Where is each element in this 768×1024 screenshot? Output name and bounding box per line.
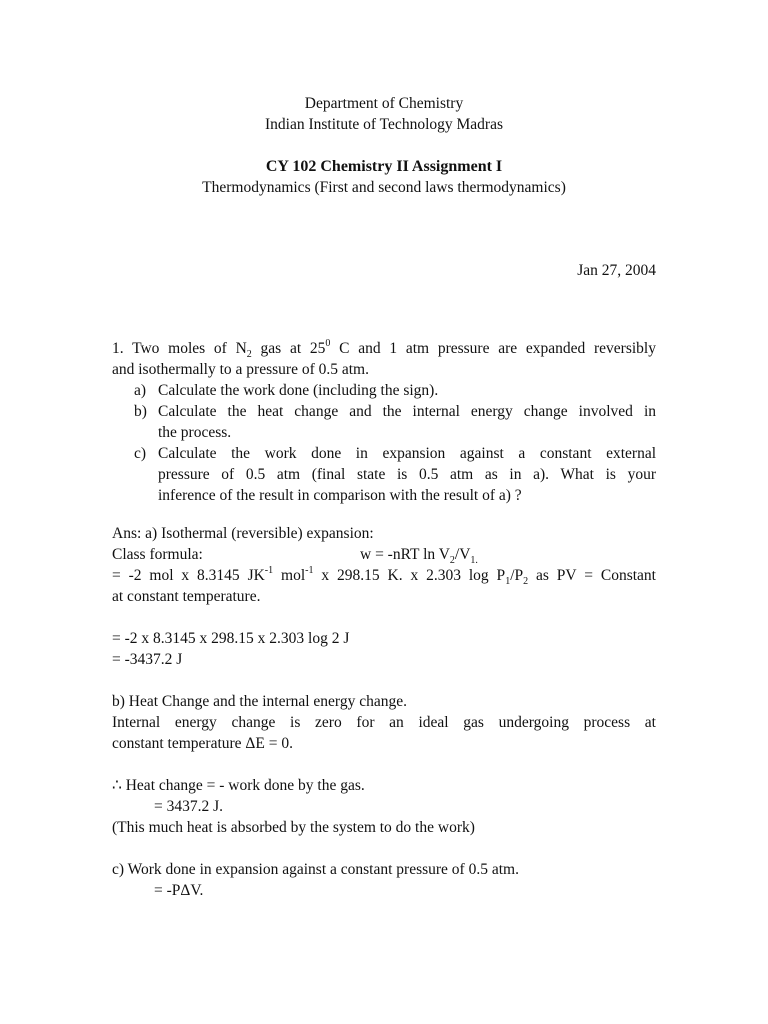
topic-subtitle: Thermodynamics (First and second laws thermodynamics) [202, 179, 566, 196]
question-1-line-2: and isothermally to a pressure of 0.5 atm. [112, 361, 369, 378]
course-title: CY 102 Chemistry II Assignment I [265, 158, 503, 175]
heat-change-value: = 3437.2 J. [154, 798, 224, 815]
answer-heading: Ans: a) Isothermal (reversible) expansion: [112, 525, 374, 542]
department-heading: Department of Chemistry [304, 95, 464, 112]
institute-heading: Indian Institute of Technology Madras [265, 116, 503, 133]
part-c-text: inference of the result in comparison with the result of a) ? [158, 487, 522, 504]
part-b-answer-line-2: constant temperature ΔE = 0. [112, 735, 293, 752]
class-formula: w = -nRT $\ln V_2/V_{1.}$ [360, 546, 478, 567]
part-c-text: pressure of 0.5 atm (final state is 0.5 atm as in a). What is your [158, 466, 656, 483]
calculation-step-2: = -2 x 8.3145 x 298.15 x 2.303 log 2 J [112, 630, 350, 647]
calculation-step-1: = -2 mol x 8.3145 $JK^{-1}$ mol$^{-1}$ x 298.15 K. x 2.303 $\log P_1/P_2$ as PV = Constant [112, 564, 656, 588]
class-formula-line [112, 545, 478, 567]
assignment-date: Jan 27, 2004 [577, 262, 656, 279]
part-c-text: Calculate the work done in expansion against a constant external [158, 445, 656, 462]
part-b-answer-heading: b) Heat Change and the internal energy change. [112, 693, 407, 710]
heat-change-line: ∴ Heat change = - work done by the gas. [112, 777, 365, 794]
heat-absorbed-note: (This much heat is absorbed by the system to do the work) [112, 819, 475, 836]
class-formula-label: Class formula: [112, 546, 203, 563]
calculation-step-1-cont: at constant temperature. [112, 588, 261, 605]
part-b-text: the process. [158, 424, 232, 441]
part-c-answer-heading: c) Work done in expansion against a constant pressure of 0.5 atm. [112, 861, 519, 878]
part-c-answer-formula: = -PΔV. [154, 882, 204, 899]
part-b-answer-line-1: Internal energy change is zero for an ideal gas undergoing process at [112, 714, 656, 731]
part-b-text: Calculate the heat change and the internal energy change involved in [158, 403, 656, 420]
question-1-line-1: 1. Two moles of $N_2$ gas at $25^0$ C and 1 atm pressure are expanded reversibly [112, 337, 656, 361]
part-b-marker: b) [134, 403, 147, 420]
calculation-result: = -3437.2 J [112, 651, 183, 668]
part-a-marker: a) [134, 382, 147, 399]
part-a-text: Calculate the work done (including the sign). [158, 382, 439, 399]
part-c-marker: c) [134, 445, 147, 462]
